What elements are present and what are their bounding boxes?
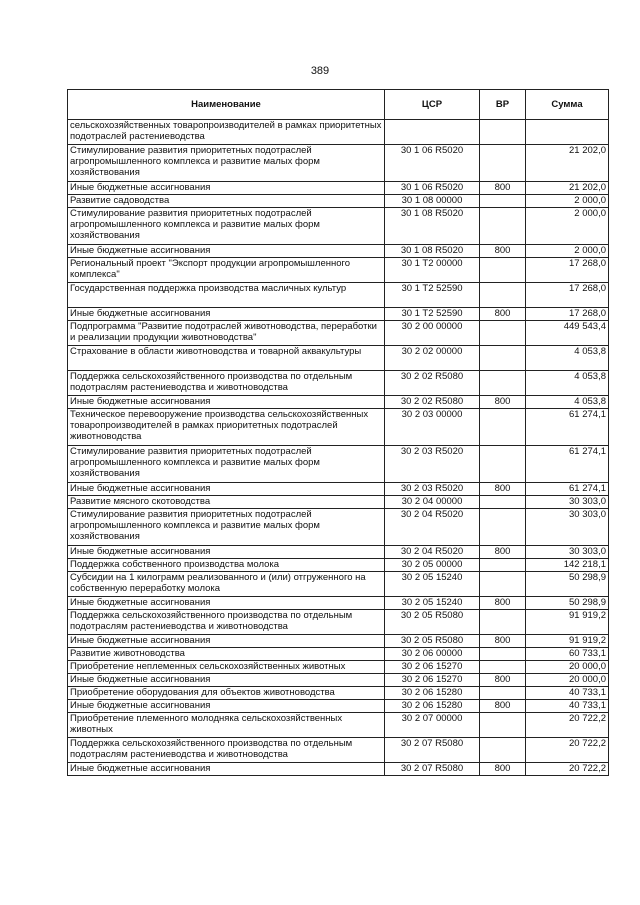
cell-name: Иные бюджетные ассигнования	[68, 763, 385, 776]
cell-name: Подпрограмма "Развитие подотраслей животноводства, переработки и реализации продукции животноводства"	[68, 321, 385, 346]
table-row	[68, 687, 609, 700]
table-header-row	[68, 90, 609, 120]
cell-sum: 30 303,0	[526, 496, 609, 509]
cell-sum: 91 919,2	[526, 635, 609, 648]
cell-sum: 60 733,1	[526, 648, 609, 661]
cell-csr: 30 2 05 00000	[385, 559, 480, 572]
cell-name: Стимулирование развития приоритетных подотраслей агропромышленного комплекса и развитие малых форм хозяйствования	[68, 145, 385, 182]
cell-sum: 20 722,2	[526, 763, 609, 776]
cell-sum: 17 268,0	[526, 283, 609, 308]
cell-csr: 30 2 05 R5080	[385, 610, 480, 635]
cell-vr	[480, 610, 526, 635]
cell-vr: 800	[480, 182, 526, 195]
table-row	[68, 546, 609, 559]
cell-vr	[480, 120, 526, 145]
cell-csr: 30 2 07 R5080	[385, 763, 480, 776]
cell-csr: 30 2 04 R5020	[385, 509, 480, 546]
cell-csr: 30 2 03 R5020	[385, 483, 480, 496]
cell-vr	[480, 346, 526, 371]
cell-sum: 91 919,2	[526, 610, 609, 635]
table-row	[68, 409, 609, 446]
cell-name: Иные бюджетные ассигнования	[68, 597, 385, 610]
cell-vr	[480, 446, 526, 483]
cell-csr: 30 2 05 15240	[385, 597, 480, 610]
cell-vr	[480, 713, 526, 738]
cell-sum	[526, 120, 609, 145]
header-name: Наименование	[68, 90, 385, 120]
cell-csr: 30 2 04 R5020	[385, 546, 480, 559]
table-row	[68, 496, 609, 509]
table-row	[68, 283, 609, 308]
cell-name: Приобретение оборудования для объектов животноводства	[68, 687, 385, 700]
header-vr: ВР	[480, 90, 526, 120]
cell-name: Страхование в области животноводства и товарной аквакультуры	[68, 346, 385, 371]
cell-sum: 50 298,9	[526, 572, 609, 597]
table-row	[68, 661, 609, 674]
page-number: 389	[310, 65, 330, 77]
cell-csr: 30 2 04 00000	[385, 496, 480, 509]
table-row	[68, 648, 609, 661]
cell-vr	[480, 208, 526, 245]
table-body	[68, 120, 609, 776]
cell-vr: 800	[480, 396, 526, 409]
cell-name: Иные бюджетные ассигнования	[68, 635, 385, 648]
cell-vr: 800	[480, 546, 526, 559]
cell-vr	[480, 496, 526, 509]
cell-csr: 30 1 T2 00000	[385, 258, 480, 283]
cell-vr: 800	[480, 700, 526, 713]
cell-name: Субсидии на 1 килограмм реализованного и (или) отгруженного на собственную переработку молока	[68, 572, 385, 597]
cell-sum: 21 202,0	[526, 145, 609, 182]
cell-name: Приобретение неплеменных сельскохозяйственных животных	[68, 661, 385, 674]
cell-vr	[480, 258, 526, 283]
cell-sum: 20 722,2	[526, 738, 609, 763]
cell-csr: 30 2 02 R5080	[385, 396, 480, 409]
cell-sum: 30 303,0	[526, 546, 609, 559]
cell-sum: 40 733,1	[526, 687, 609, 700]
table-row	[68, 446, 609, 483]
cell-name: Иные бюджетные ассигнования	[68, 182, 385, 195]
cell-csr: 30 2 05 R5080	[385, 635, 480, 648]
table-row	[68, 258, 609, 283]
cell-vr	[480, 145, 526, 182]
cell-name: Поддержка собственного производства молока	[68, 559, 385, 572]
cell-vr	[480, 409, 526, 446]
cell-vr: 800	[480, 674, 526, 687]
cell-vr: 800	[480, 483, 526, 496]
cell-csr: 30 2 07 R5080	[385, 738, 480, 763]
table-row	[68, 346, 609, 371]
table-row	[68, 713, 609, 738]
table-row	[68, 396, 609, 409]
table-row	[68, 509, 609, 546]
cell-name: Приобретение племенного молодняка сельскохозяйственных животных	[68, 713, 385, 738]
cell-vr	[480, 687, 526, 700]
cell-name: Развитие садоводства	[68, 195, 385, 208]
cell-vr	[480, 283, 526, 308]
cell-sum: 61 274,1	[526, 409, 609, 446]
cell-sum: 449 543,4	[526, 321, 609, 346]
cell-sum: 30 303,0	[526, 509, 609, 546]
cell-vr	[480, 648, 526, 661]
cell-name: Стимулирование развития приоритетных подотраслей агропромышленного комплекса и развитие малых форм хозяйствования	[68, 208, 385, 245]
cell-vr	[480, 738, 526, 763]
table-row	[68, 700, 609, 713]
cell-vr	[480, 195, 526, 208]
table-row	[68, 763, 609, 776]
cell-sum: 2 000,0	[526, 208, 609, 245]
table-row	[68, 195, 609, 208]
cell-csr: 30 2 03 R5020	[385, 446, 480, 483]
cell-vr	[480, 559, 526, 572]
table-row	[68, 674, 609, 687]
cell-name: Иные бюджетные ассигнования	[68, 546, 385, 559]
cell-sum: 20 000,0	[526, 674, 609, 687]
cell-name: Поддержка сельскохозяйственного производства по отдельным подотраслям растениеводства и животноводства	[68, 738, 385, 763]
cell-sum: 20 722,2	[526, 713, 609, 738]
cell-sum: 61 274,1	[526, 446, 609, 483]
table-row	[68, 208, 609, 245]
cell-name: Иные бюджетные ассигнования	[68, 483, 385, 496]
cell-csr: 30 2 06 15270	[385, 661, 480, 674]
table-row	[68, 120, 609, 145]
table-row	[68, 483, 609, 496]
cell-vr: 800	[480, 597, 526, 610]
cell-csr: 30 2 07 00000	[385, 713, 480, 738]
cell-sum: 17 268,0	[526, 258, 609, 283]
cell-sum: 61 274,1	[526, 483, 609, 496]
table-row	[68, 308, 609, 321]
cell-name: Поддержка сельскохозяйственного производства по отдельным подотраслям растениеводства и животноводства	[68, 371, 385, 396]
table-row	[68, 321, 609, 346]
cell-sum: 4 053,8	[526, 346, 609, 371]
cell-csr: 30 2 00 00000	[385, 321, 480, 346]
cell-sum: 142 218,1	[526, 559, 609, 572]
table-row	[68, 610, 609, 635]
cell-csr: 30 2 03 00000	[385, 409, 480, 446]
cell-csr: 30 1 08 00000	[385, 195, 480, 208]
cell-vr	[480, 509, 526, 546]
cell-name: Иные бюджетные ассигнования	[68, 396, 385, 409]
table-row	[68, 145, 609, 182]
cell-sum: 4 053,8	[526, 396, 609, 409]
cell-vr: 800	[480, 245, 526, 258]
cell-csr: 30 2 02 R5080	[385, 371, 480, 396]
cell-csr: 30 1 06 R5020	[385, 182, 480, 195]
budget-table	[67, 89, 609, 776]
cell-sum: 2 000,0	[526, 245, 609, 258]
cell-vr	[480, 321, 526, 346]
table-row	[68, 559, 609, 572]
cell-sum: 20 000,0	[526, 661, 609, 674]
cell-vr	[480, 661, 526, 674]
cell-csr	[385, 120, 480, 145]
cell-csr: 30 1 T2 52590	[385, 308, 480, 321]
cell-name: Развитие животноводства	[68, 648, 385, 661]
cell-name: Иные бюджетные ассигнования	[68, 308, 385, 321]
table-row	[68, 572, 609, 597]
cell-vr	[480, 572, 526, 597]
cell-csr: 30 2 05 15240	[385, 572, 480, 597]
cell-csr: 30 2 06 00000	[385, 648, 480, 661]
cell-vr	[480, 371, 526, 396]
cell-name: Поддержка сельскохозяйственного производства по отдельным подотраслям растениеводства и животноводства	[68, 610, 385, 635]
table-row	[68, 371, 609, 396]
cell-csr: 30 1 08 R5020	[385, 208, 480, 245]
cell-csr: 30 1 08 R5020	[385, 245, 480, 258]
cell-csr: 30 2 02 00000	[385, 346, 480, 371]
cell-sum: 50 298,9	[526, 597, 609, 610]
cell-sum: 2 000,0	[526, 195, 609, 208]
table-row	[68, 738, 609, 763]
cell-name: Государственная поддержка производства масличных культур	[68, 283, 385, 308]
header-csr: ЦСР	[385, 90, 480, 120]
cell-csr: 30 2 06 15280	[385, 700, 480, 713]
cell-csr: 30 2 06 15280	[385, 687, 480, 700]
table-row	[68, 635, 609, 648]
cell-sum: 4 053,8	[526, 371, 609, 396]
cell-csr: 30 1 06 R5020	[385, 145, 480, 182]
table-row	[68, 182, 609, 195]
cell-vr: 800	[480, 308, 526, 321]
cell-name: Иные бюджетные ассигнования	[68, 245, 385, 258]
cell-name: Иные бюджетные ассигнования	[68, 674, 385, 687]
cell-name: Иные бюджетные ассигнования	[68, 700, 385, 713]
header-sum: Сумма	[526, 90, 609, 120]
cell-name: Стимулирование развития приоритетных подотраслей агропромышленного комплекса и развитие малых форм хозяйствования	[68, 446, 385, 483]
cell-sum: 40 733,1	[526, 700, 609, 713]
cell-name: Развитие мясного скотоводства	[68, 496, 385, 509]
cell-sum: 21 202,0	[526, 182, 609, 195]
cell-vr: 800	[480, 763, 526, 776]
table-row	[68, 597, 609, 610]
cell-name: Стимулирование развития приоритетных подотраслей агропромышленного комплекса и развитие малых форм хозяйствования	[68, 509, 385, 546]
cell-csr: 30 2 06 15270	[385, 674, 480, 687]
cell-csr: 30 1 T2 52590	[385, 283, 480, 308]
cell-name: Региональный проект "Экспорт продукции агропромышленного комплекса"	[68, 258, 385, 283]
cell-sum: 17 268,0	[526, 308, 609, 321]
cell-name: Техническое перевооружение производства сельскохозяйственных товаропроизводителей в рамках приоритетных подотраслей животноводства	[68, 409, 385, 446]
cell-name: сельскохозяйственных товаропроизводителей в рамках приоритетных подотраслей растениеводства	[68, 120, 385, 145]
cell-vr: 800	[480, 635, 526, 648]
table-row	[68, 245, 609, 258]
